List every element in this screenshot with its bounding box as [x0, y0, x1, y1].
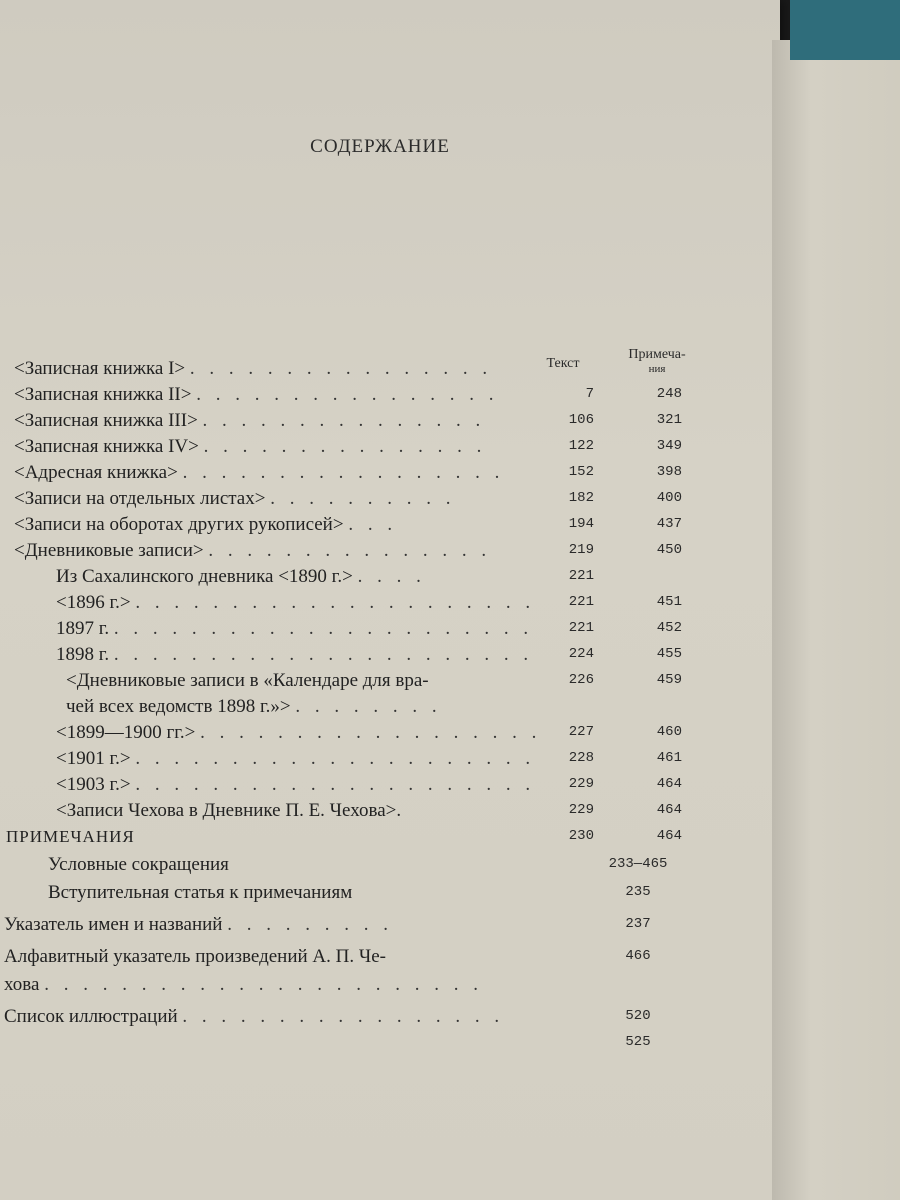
toc-entry	[0, 824, 780, 850]
leader-dots: . . .	[348, 514, 398, 535]
toc-entry	[0, 880, 780, 906]
toc-entry-title: <Дневниковые записи>	[14, 540, 204, 561]
notes-page-number: 455	[656, 646, 682, 662]
toc-entry-title: <Записная книжка I> . . . . . . . . . . . . . . . .	[14, 358, 493, 379]
notes-page-number: 464	[656, 802, 682, 818]
leader-dots: . . . .	[357, 566, 426, 587]
notes-page-range: 233—465	[608, 856, 668, 872]
column-header-notes-line2: ния	[648, 363, 666, 375]
notes-page-number: 237	[625, 916, 651, 932]
facing-page-edge	[772, 40, 900, 1200]
text-page-number: 219	[568, 542, 594, 558]
toc-entry-title: <1899—1900 гг.>	[56, 722, 196, 743]
text-page-number: 106	[568, 412, 594, 428]
text-page-number: 229	[568, 802, 594, 818]
toc-entry-title: <1896 г.>	[56, 592, 131, 613]
toc-entry-title: <Записная книжка III>	[14, 410, 198, 431]
toc-entry-title: Список иллюстраций	[4, 1006, 178, 1027]
toc-entry	[0, 434, 780, 460]
notes-page-number: 459	[656, 672, 682, 688]
toc-entry-title: <Записная книжка IV>	[14, 436, 199, 457]
toc-entry-title: ПРИМЕЧАНИЯ	[6, 827, 135, 846]
notes-page-number: 461	[656, 750, 682, 766]
book-cover-edge	[790, 0, 900, 60]
toc-entry-title: хова	[4, 974, 40, 995]
text-page-number: 182	[568, 490, 594, 506]
text-page-number: 229	[568, 776, 594, 792]
text-page-number: 230	[568, 828, 594, 844]
toc-entry-title: Алфавитный указатель произведений А. П. Че-	[4, 946, 386, 967]
leader-dots: . . . . . . . . . . . . . . . . . . . . . . .	[44, 974, 483, 995]
toc-entry	[0, 382, 780, 408]
leader-dots: . . . . . . . . . . . . . . . . . . . . .	[135, 774, 536, 795]
leader-dots: . . . . . . . . . . . . . . . . . . . . . .	[113, 618, 534, 639]
toc-entry-title: <1901 г.>	[56, 748, 131, 769]
toc-entry-title: <Записная книжка II>	[14, 384, 192, 405]
notes-page-number: 466	[625, 948, 651, 964]
text-page-number: 227	[568, 724, 594, 740]
leader-dots: . . . . . . . . . . . . . . . . . .	[200, 722, 542, 743]
toc-entry-title: <1903 г.>	[56, 774, 131, 795]
toc-entry-title: 1898 г.	[56, 644, 110, 665]
toc-entry	[0, 746, 780, 772]
toc-entry	[0, 772, 780, 798]
text-page-number: 224	[568, 646, 594, 662]
toc-entry	[0, 852, 780, 878]
toc-entry	[0, 356, 780, 382]
toc-entry	[0, 616, 780, 642]
toc-entry	[0, 720, 780, 746]
toc-entry-title: <Записи на оборотах других рукописей>	[14, 514, 344, 535]
leader-dots: . . . . . . . . . . . . . . . . . . . . .	[135, 592, 536, 613]
toc-entry-title: <Записи на отдельных листах>	[14, 488, 266, 509]
toc-entry-title: <Дневниковые записи в «Календаре для вра-	[66, 670, 429, 691]
notes-page-number: 451	[656, 594, 682, 610]
toc-entry-title: Из Сахалинского дневника <1890 г.>	[56, 566, 353, 587]
leader-dots: . . . . . . . . . . . . . . . . . . . . .	[135, 748, 536, 769]
toc-entry	[0, 512, 780, 538]
text-page-number: 194	[568, 516, 594, 532]
notes-page-number: 464	[656, 828, 682, 844]
leader-dots: . . . . . . . . . . . . . . .	[202, 410, 486, 431]
text-page-number: 228	[568, 750, 594, 766]
toc-entry-title: <Записи Чехова в Дневнике П. Е. Чехова>.	[56, 800, 402, 821]
leader-dots: . . . . . . . . . . . . . . . .	[196, 384, 499, 405]
toc-entry	[0, 486, 780, 512]
leader-dots: . . . . . . . . . . . . . . . . .	[182, 1006, 505, 1027]
notes-page-number: 452	[656, 620, 682, 636]
toc-entry-title: <Адресная книжка>	[14, 462, 178, 483]
leader-dots: . . . . . . . . . . . . . . . . . . . . . .	[113, 644, 534, 665]
text-page-number: 122	[568, 438, 594, 454]
column-header-text: Текст	[546, 356, 580, 371]
toc-entry-title: чей всех ведомств 1898 г.»>	[66, 696, 291, 717]
notes-page-number: 525	[625, 1034, 651, 1050]
toc-entry	[0, 944, 780, 970]
leader-dots: . . . . . . . . .	[227, 914, 393, 935]
notes-page-number: 235	[625, 884, 651, 900]
notes-page-number: 450	[656, 542, 682, 558]
text-page-number: 226	[568, 672, 594, 688]
toc-entry	[0, 564, 780, 590]
toc-entry	[0, 1030, 780, 1056]
leader-dots: . . . . . . . .	[295, 696, 442, 717]
toc-entry	[0, 668, 780, 694]
notes-page-number: 398	[656, 464, 682, 480]
notes-page-number: 321	[656, 412, 682, 428]
page-title: СОДЕРЖАНИЕ	[310, 136, 450, 157]
toc-entry-title: Вступительная статья к примечаниям	[48, 882, 353, 903]
text-page-number: 221	[568, 594, 594, 610]
notes-page-number: 248	[656, 386, 682, 402]
text-page-number: 221	[568, 568, 594, 584]
toc-entry-title: Указатель имен и названий	[4, 914, 223, 935]
toc-entry	[0, 798, 780, 824]
toc-entry	[0, 1004, 780, 1030]
toc-entry	[0, 912, 780, 938]
toc-entry-continuation	[0, 694, 780, 720]
toc-entry	[0, 590, 780, 616]
text-page-number: 221	[568, 620, 594, 636]
notes-page-number: 400	[656, 490, 682, 506]
leader-dots: . . . . . . . . . .	[270, 488, 456, 509]
toc-entry-title: 1897 г.	[56, 618, 110, 639]
notes-page-number: 464	[656, 776, 682, 792]
toc-entry	[0, 408, 780, 434]
column-header-notes-line1: Примеча-	[628, 347, 686, 362]
toc-entry	[0, 460, 780, 486]
toc-entry-continuation	[0, 972, 780, 998]
text-page-number: 7	[585, 386, 594, 402]
leader-dots: . . . . . . . . . . . . . . . . .	[182, 462, 505, 483]
leader-dots: . . . . . . . . . . . . . . .	[203, 436, 487, 457]
notes-page-number: 460	[656, 724, 682, 740]
leader-dots: . . . . . . . . . . . . . . .	[208, 540, 492, 561]
toc-entry	[0, 538, 780, 564]
text-page-number: 152	[568, 464, 594, 480]
toc-entry-title: Условные сокращения	[48, 854, 229, 875]
notes-page-number: 349	[656, 438, 682, 454]
toc-entry	[0, 642, 780, 668]
notes-page-number: 520	[625, 1008, 651, 1024]
notes-page-number: 437	[656, 516, 682, 532]
